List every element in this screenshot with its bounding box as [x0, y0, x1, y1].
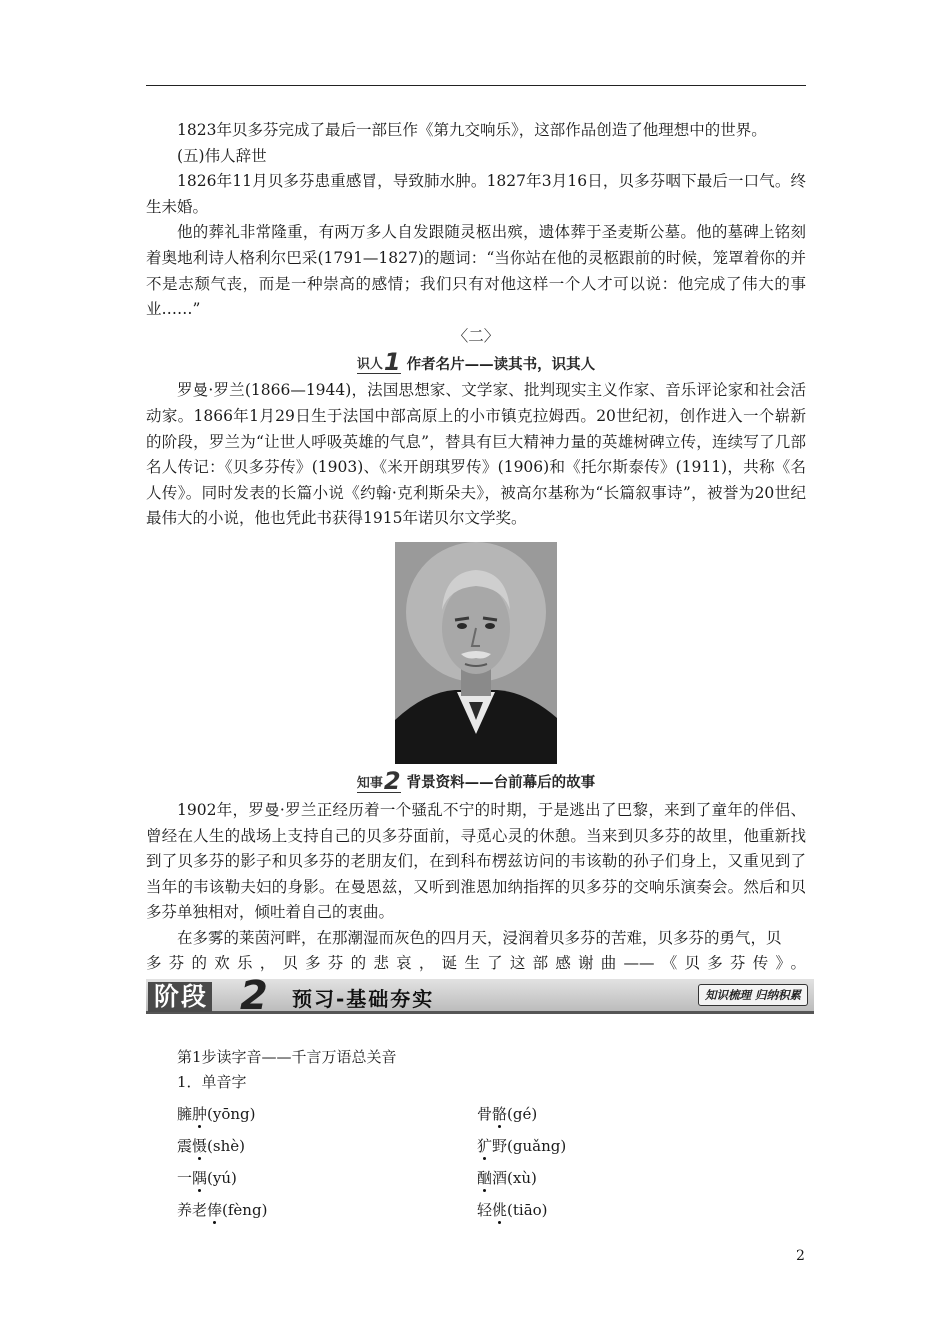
- word-item: 酗酒(xù): [477, 1162, 777, 1194]
- single-reading-heading: 1．单音字: [177, 1073, 247, 1091]
- page-number: 2: [796, 1248, 805, 1264]
- paragraph-illness: 1826年11月贝多芬患重感冒，导致肺水肿。1827年3月16日，贝多芬咽下最后一口气。终生未婚。: [146, 172, 806, 216]
- paragraph-rhine-line2: 多芬的欢乐，贝多芬的悲哀，诞生了这部感谢曲——《贝多芬传》。: [146, 954, 806, 973]
- stage-tag: 知识梳理 归纳积累: [698, 984, 808, 1006]
- section-title-background: 背景资料——台前幕后的故事: [406, 775, 596, 792]
- portrait-photo: [395, 542, 557, 764]
- main-text: [146, 118, 806, 977]
- paragraph-rhine-line1: 在多雾的莱茵河畔，在那潮湿而灰色的四月天，浸润着贝多芬的苦难，贝多芬的勇气，贝: [177, 928, 782, 947]
- section-title-author: 作者名片——读其书，识其人: [406, 356, 596, 373]
- section-head-author: [146, 348, 806, 377]
- stage-title: 预习-基础夯实: [292, 987, 435, 1011]
- word-item: 养老俸(fèng): [177, 1194, 477, 1226]
- paragraph-funeral: 他的葬礼非常隆重，有两万多人自发跟随灵柩出殡，遗体葬于圣麦斯公墓。他的墓碑上铭刻着奥地利诗人格利尔巴采(1791—1827)的题词：“当你站在他的灵柩跟前的时候，笼罩着你的并不是志颓气丧，而是一种崇高的感情；我们只有对他这样一个人才可以说：他完成了伟大的事业……”: [146, 223, 806, 319]
- stage-banner: [146, 973, 814, 1019]
- portrait-image: [395, 542, 557, 764]
- word-item: 犷野(guǎng): [477, 1130, 777, 1162]
- header-rule: [146, 85, 806, 86]
- paragraph-romain-rolland: 罗曼·罗兰(1866—1944)，法国思想家、文学家、批判现实主义作家、音乐评论家和社会活动家。1866年1月29日生于法国中部高原上的小市镇克拉姆西。20世纪初，创作进入一个崭新的阶段，罗兰为“让世人呼吸英雄的气息”，替具有巨大精神力量的英雄树碑立传，连续写了几部名人传记：《贝多芬传》(1903)、《米开朗琪罗传》(1906)和《托尔斯泰传》(1911)，共称《名人传》。同时发表的长篇小说《约翰·克利斯朵夫》，被高尔基称为“长篇叙事诗”，被誉为20世纪最伟大的小说，他也凭此书获得1915年诺贝尔文学奖。: [146, 381, 806, 528]
- step1-heading: 第1步读字音——千言万语总关音: [177, 1048, 397, 1066]
- word-grid: [177, 1098, 806, 1226]
- section-tag-author: 识人 1: [356, 348, 401, 377]
- word-item: 震慑(shè): [177, 1130, 477, 1162]
- word-item: 一隅(yú): [177, 1162, 477, 1194]
- paragraph-ninth-symphony: 1823年贝多芬完成了最后一部巨作《第九交响乐》，这部作品创造了他理想中的世界。: [177, 121, 767, 139]
- section-tag-background: 知事 2: [356, 766, 401, 795]
- word-item: 轻佻(tiāo): [477, 1194, 777, 1226]
- part-two-marker: 〈二〉: [452, 326, 500, 345]
- stage-number: 2: [240, 973, 268, 1019]
- word-item: 臃肿(yōng): [177, 1098, 477, 1130]
- word-item: 骨骼(gé): [477, 1098, 777, 1130]
- stage-label: 阶段: [148, 982, 212, 1012]
- section-head-background: [146, 766, 806, 795]
- paragraph-1902: 1902年，罗曼·罗兰正经历着一个骚乱不宁的时期，于是逃出了巴黎，来到了童年的伴侣、曾经在人生的战场上支持自己的贝多芬面前，寻觅心灵的休憩。当来到贝多芬的故里，他重新找到了贝多芬的影子和贝多芬的老朋友们，在到科布楞兹访问的韦该勒的孙子们身上，又重见到了当年的韦该勒夫妇的身影。在曼恩兹，又听到淮恩加纳指挥的贝多芬的交响乐演奏会。然后和贝多芬单独相对，倾吐着自己的衷曲。: [146, 800, 806, 922]
- subheading-death: (五)伟人辞世: [177, 146, 267, 165]
- vocabulary-section: [146, 1045, 806, 1226]
